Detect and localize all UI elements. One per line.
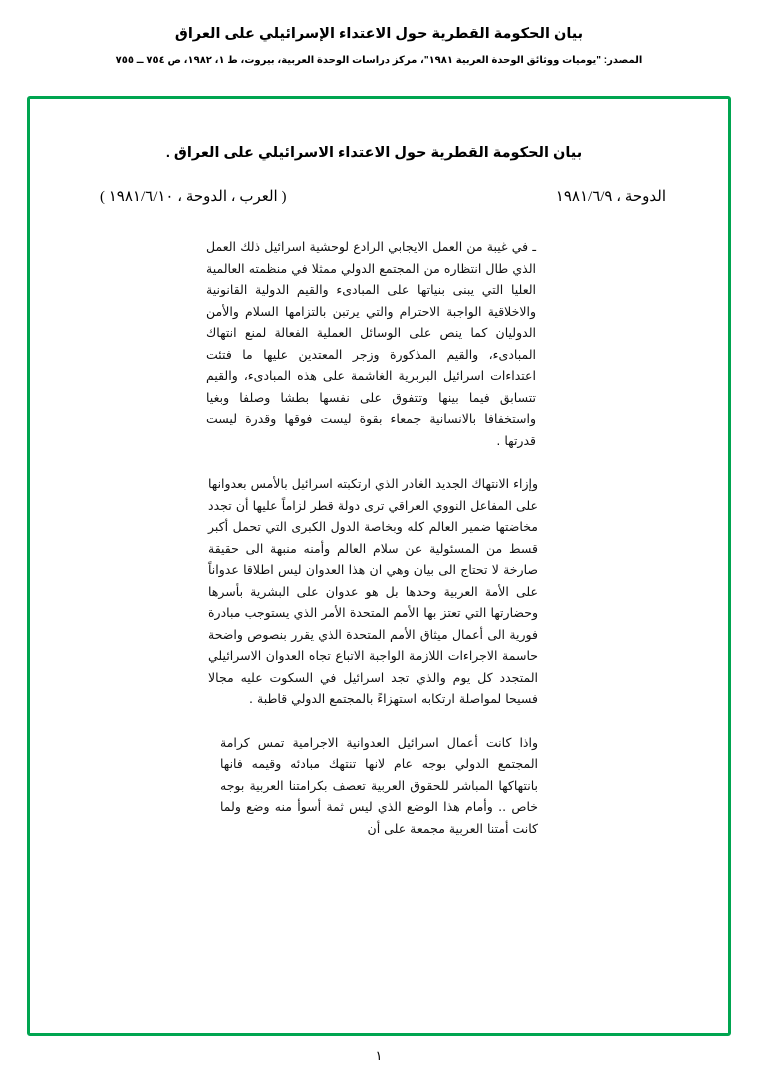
dateline-place-date: الدوحة ، ١٩٨١/٦/٩ — [555, 189, 666, 205]
page-number: ١ — [375, 1048, 383, 1063]
paragraph-1-text: ـ في غيبة من العمل الايجابي الرادع لوحشية اسرائيل ذلك العمل الذي طال انتظاره من المجتمع الدولي ممثلا في منظمته العالمية العليا التي يبنى بنياتها على المبادىء والقيم الدولية القانونية والاخلاقية الواجبة الاحترام والتي يرتبن بالتزامها السلام والأمن الدوليان كما ينص على الوسائل العملية الفعالة لمنع انتهاك المبادىء، والقيم المذكورة وزجر المعتدين عليها ما فتئت اعتداءات اسرائيل البربرية الغاشمة على هذه المبادىء، والقيم تتسابق فيما بينها وتتفوق على نفسها بطشا وصلفا وبغيا واستخفافا بالانسانية جمعاء بقوة ليست فوقها وقدرة ليست قدرتها . — [206, 239, 536, 448]
paragraph-2 — [208, 473, 538, 710]
green-border-frame — [27, 96, 731, 1036]
paragraph-2-text: وإزاء الانتهاك الجديد الغادر الذي ارتكبته اسرائيل بالأمس بعدوانها على المفاعل النووي العراقي ترى دولة قطر لزاماً عليها أن تجدد مخاضتها ضمير العالم كله وبخاصة الدول الكبرى التي تحمل أكبر قسط من المسئولية عن سلام العالم وأمنه منبهة الى حقيقة صارخة لا تحتاج الى بيان وهي ان هذا العدوان ليس اطلاقا عدواناً على الأمة العربية وحدها بل هو عدوان على البشرية بأسرها وحضارتها التي تعتز بها الأمم المتحدة الأمر الذي يستوجب مبادرة فورية الى أعمال ميثاق الأمم المتحدة الذي يقرر بنصوص واضحة حاسمة الاجراءات اللازمة الواجبة الاتباع تجاه العدوان الاسرائيلي المتجدد كل يوم والذي تجد اسرائيل في السكوت عليه مجالا فسيحا لمواصلة ارتكابه استهزاءً بالمجتمع الدولي قاطبة . — [208, 476, 538, 706]
paragraph-3 — [220, 732, 538, 840]
header-source: المصدر: "يوميات ووثائق الوحدة العربية ١٩٨١"، مركز دراسات الوحدة العربية، بيروت، ط ١، ١٩٨٢، ص ٧٥٤ ــ ٧٥٥ — [115, 55, 643, 67]
document-header — [0, 0, 758, 67]
dateline-citation: ( العرب ، الدوحة ، ١٩٨١/٦/١٠ ) — [100, 189, 287, 205]
document-title: بيان الحكومة القطرية حول الاعتداء الاسرائيلي على العراق . — [165, 145, 583, 161]
dateline — [70, 187, 688, 206]
paragraph-3-text: واذا كانت أعمال اسرائيل العدوانية الاجرامية تمس كرامة المجتمع الدولي بوجه عام لانها تنتهك مبادئه وقيمه فانها بانتهاكها المباشر للحقوق العربية تعصف بكرامتنا العربية بوجه خاص .. وأمام هذا الوضع الذي ليس ثمة أسوأ منه وضع ولما كانت أمتنا العربية مجمعة على أن — [220, 734, 538, 836]
paragraph-1 — [206, 236, 536, 451]
document-body — [30, 99, 728, 1033]
header-title: بيان الحكومة القطرية حول الاعتداء الإسرائيلي على العراق — [174, 26, 584, 42]
